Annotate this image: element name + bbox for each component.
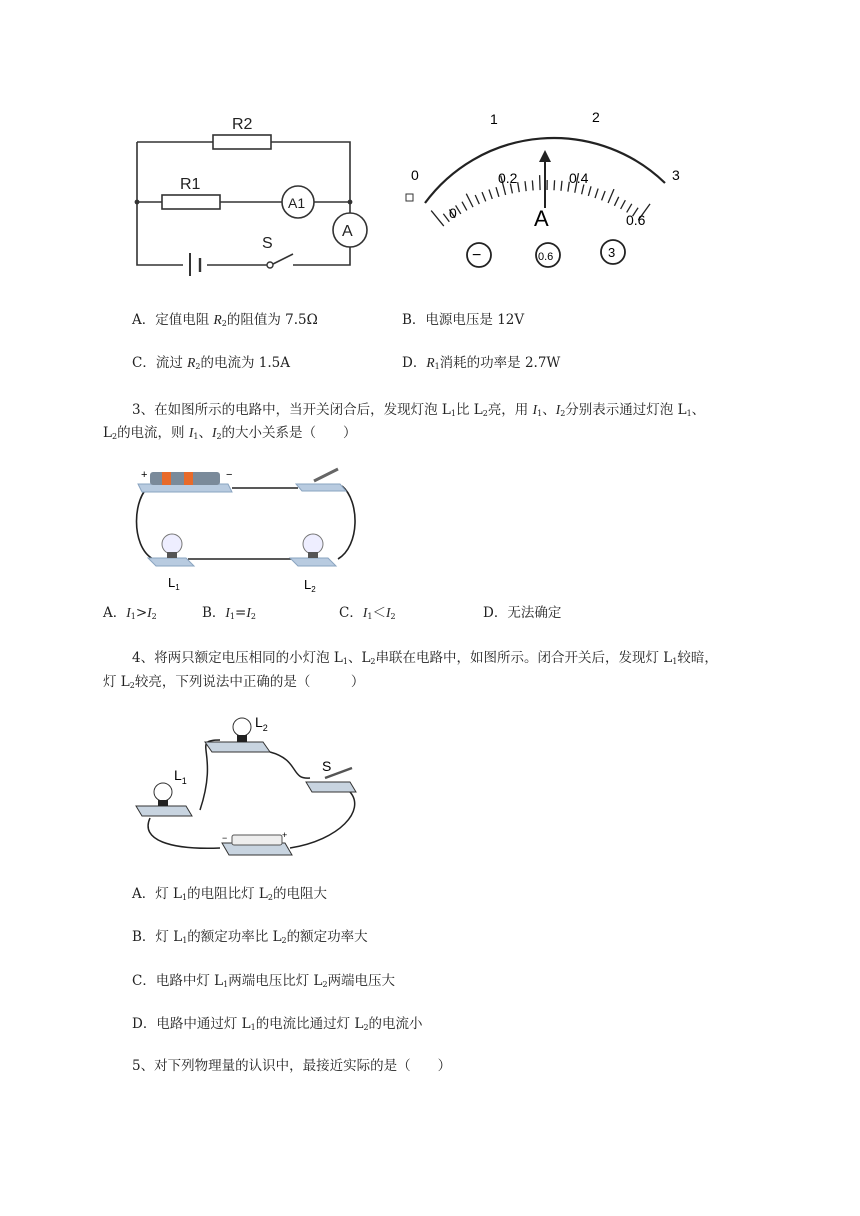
option-letter: A． <box>103 605 127 621</box>
q4-option-c[interactable]: C．电路中灯 $L_1$两端电压比灯 $L_2$两端电压大 <box>132 973 396 989</box>
dial-tick <box>482 192 486 201</box>
scale-top-1: 1 <box>490 111 498 127</box>
option-letter: C． <box>132 355 156 371</box>
scale-top-2: 2 <box>592 109 600 125</box>
ammeter-label: A <box>342 223 353 240</box>
scale-bot-2: 0.4 <box>569 170 589 186</box>
r2-label: R2 <box>232 116 253 133</box>
dial-tick <box>554 180 555 190</box>
dial-tick <box>518 182 520 192</box>
dial-tick <box>561 181 562 191</box>
q3-circuit-figure <box>128 466 360 594</box>
q4-option-d[interactable]: D．电路中通过灯 $L_1$的电流比通过灯 $L_2$的电流小 <box>132 1016 423 1032</box>
var-sub: 2 <box>195 362 201 371</box>
terminal-06: 0.6 <box>538 251 554 263</box>
var-sub: 1 <box>434 362 440 371</box>
option-c[interactable] <box>132 353 290 377</box>
ammeter-dial <box>400 100 690 275</box>
q4-circuit-figure <box>130 710 366 865</box>
q3-stem-line2: $L_2$的电流，则 $I_1$、$I_2$的大小关系是（ ） <box>103 425 357 441</box>
q4-stem-line1: 4、将两只额定电压相同的小灯泡 $L_1$、$L_2$串联在电路中，如图所示。闭合开关后，发现灯 $L_1$较暗， <box>132 650 718 666</box>
option-text: 的阻值为 7.5Ω <box>226 312 318 328</box>
option-letter: C． <box>339 605 363 621</box>
option-letter: D． <box>402 355 427 371</box>
option-text: 的电流为 1.5A <box>200 355 290 371</box>
q4-switch-label: S <box>322 758 332 774</box>
dial-tick <box>532 180 533 190</box>
scale-bot-1: 0.2 <box>498 170 518 186</box>
l1-label: $L_1$ <box>168 575 180 592</box>
q4-plus: + <box>282 830 288 840</box>
r1-label: R1 <box>180 176 201 193</box>
dial-tick <box>588 186 591 196</box>
q4-l1-label: $L_1$ <box>174 767 187 786</box>
q3-option-d[interactable] <box>483 603 561 623</box>
option-text: 无法确定 <box>507 605 562 621</box>
q4-minus: − <box>222 833 228 843</box>
terminal-3: 3 <box>608 245 616 260</box>
option-b[interactable] <box>402 310 524 330</box>
q3-option-a[interactable]: A．$I_1>I_2$ <box>103 605 157 621</box>
dial-tick <box>466 194 473 207</box>
dial-tick <box>462 202 467 211</box>
q3-option-b[interactable]: B．$I_1=I_2$ <box>202 605 256 621</box>
q3-stem-line1: 3、在如图所示的电路中，当开关闭合后，发现灯泡 $L_1$比 $L_2$亮，用 $I_1$、$I_2$分别表示通过灯泡 $L_1$、 <box>132 402 706 418</box>
dial-tick <box>608 189 614 203</box>
battery-minus: − <box>226 469 233 481</box>
q4-option-b[interactable]: B．灯 $L_1$的额定功率比 $L_2$的额定功率大 <box>132 929 368 945</box>
option-text: 电源电压是 12V <box>425 312 525 328</box>
dial-tick <box>525 181 526 191</box>
q3-option-c[interactable]: C．$I_1<I_2$ <box>339 605 396 621</box>
q5-stem: 5、对下列物理量的认识中，最接近实际的是（ ） <box>132 1058 452 1074</box>
scale-top-3: 3 <box>672 167 680 183</box>
a1-label: A1 <box>288 195 306 211</box>
var-r: R <box>213 312 222 327</box>
dial-tick <box>614 197 618 206</box>
q4-l2-label: $L_2$ <box>255 714 268 733</box>
var-r: R <box>426 355 435 370</box>
option-text: 定值电阻 <box>155 312 214 328</box>
switch-label: S <box>262 235 273 252</box>
scale-top-0: 0 <box>411 167 419 183</box>
l2-label: $L_2$ <box>304 577 316 594</box>
dial-tick <box>489 190 492 199</box>
unit-label: A <box>534 206 549 231</box>
option-letter: A． <box>132 312 156 328</box>
option-text: 消耗的功率是 2.7W <box>439 355 561 371</box>
option-text: 流过 <box>155 355 188 371</box>
option-letter: B． <box>202 605 226 621</box>
circuit-diagram-1 <box>128 108 378 276</box>
dial-tick <box>496 187 499 197</box>
scale-bot-3: 0.6 <box>626 212 646 228</box>
scale-bot-0: 0 <box>449 205 457 221</box>
terminal-neg: − <box>472 247 482 264</box>
var-sub: 2 <box>221 319 227 328</box>
var-r: R <box>187 355 196 370</box>
option-letter: B． <box>402 312 426 328</box>
battery-plus: + <box>141 469 148 481</box>
q4-stem-line2: 灯 $L_2$较亮，下列说法中正确的是（ ） <box>103 674 365 690</box>
dial-tick <box>621 200 626 209</box>
option-letter: D． <box>483 605 508 621</box>
dial-tick <box>595 189 598 198</box>
dial-tick <box>602 191 606 200</box>
q4-option-a[interactable]: A．灯 $L_1$的电阻比灯 $L_2$的电阻大 <box>132 886 327 902</box>
option-d[interactable] <box>402 353 560 377</box>
dial-tick <box>475 195 479 204</box>
option-a[interactable] <box>132 310 318 334</box>
dial-tick <box>431 211 444 226</box>
